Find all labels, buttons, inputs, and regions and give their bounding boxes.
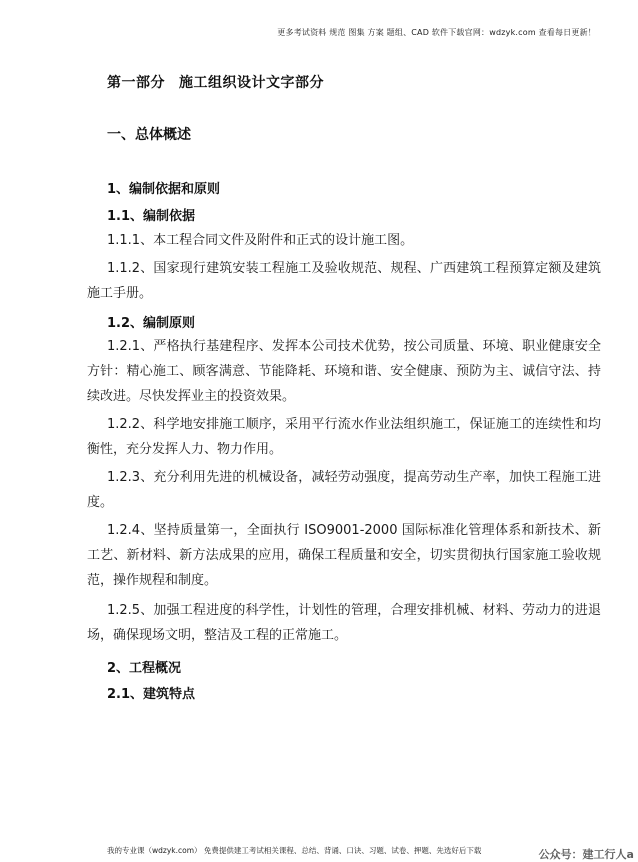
subsection-title: 1.2、编制原则 bbox=[107, 316, 196, 331]
section-title: 1、编制依据和原则 bbox=[107, 182, 221, 197]
section-title: 2、工程概况 bbox=[107, 661, 182, 676]
subsection-title: 2.1、建筑特点 bbox=[107, 687, 196, 702]
paragraph: 1.1.2、国家现行建筑安装工程施工及验收规范、规程、广西建筑工程预算定额及建筑施工手册。 bbox=[87, 261, 601, 301]
paragraph: 1.2.2、科学地安排施工顺序，采用平行流水作业法组织施工，保证施工的连续性和均衡性，充分发挥人力、物力作用。 bbox=[87, 417, 601, 457]
watermark: 公众号：建工行人a bbox=[538, 848, 634, 861]
part-title bbox=[107, 72, 324, 92]
subsection-title: 1.1、编制依据 bbox=[107, 209, 196, 224]
part-number: 第一部分 bbox=[107, 75, 165, 91]
part-subtitle: 施工组织设计文字部分 bbox=[179, 75, 324, 91]
chapter-title: 一、总体概述 bbox=[107, 127, 191, 143]
paragraph: 1.2.4、坚持质量第一，全面执行 ISO9001-2000 国际标准化管理体系和新技术、新工艺、新材料、新方法成果的应用，确保工程质量和安全，切实贯彻执行国家施工验收规范，操作规程和制度。 bbox=[87, 523, 601, 588]
paragraph: 1.2.1、严格执行基建程序、发挥本公司技术优势，按公司质量、环境、职业健康安全方针：精心施工、顾客满意、节能降耗、环境和谐、安全健康、预防为主、诚信守法、持续改进。尽快发挥业主的投资效果。 bbox=[87, 339, 601, 404]
footer-text: 我的专业课（wdzyk.com） 免费提供建工考试相关课程、总结、背诵、口诀、习题、试卷、押题、先选好后下载 bbox=[107, 846, 482, 855]
paragraph: 1.2.3、充分利用先进的机械设备，减轻劳动强度，提高劳动生产率，加快工程施工进度。 bbox=[87, 470, 601, 510]
paragraph: 1.2.5、加强工程进度的科学性，计划性的管理，合理安排机械、材料、劳动力的进退场，确保现场文明，整洁及工程的正常施工。 bbox=[87, 603, 601, 643]
paragraph: 1.1.1、本工程合同文件及附件和正式的设计施工图。 bbox=[107, 233, 414, 248]
top-banner: 更多考试资料 规范 图集 方案 题组、CAD 软件下载官网：wdzyk.com 查看每日更新！ bbox=[277, 28, 596, 37]
